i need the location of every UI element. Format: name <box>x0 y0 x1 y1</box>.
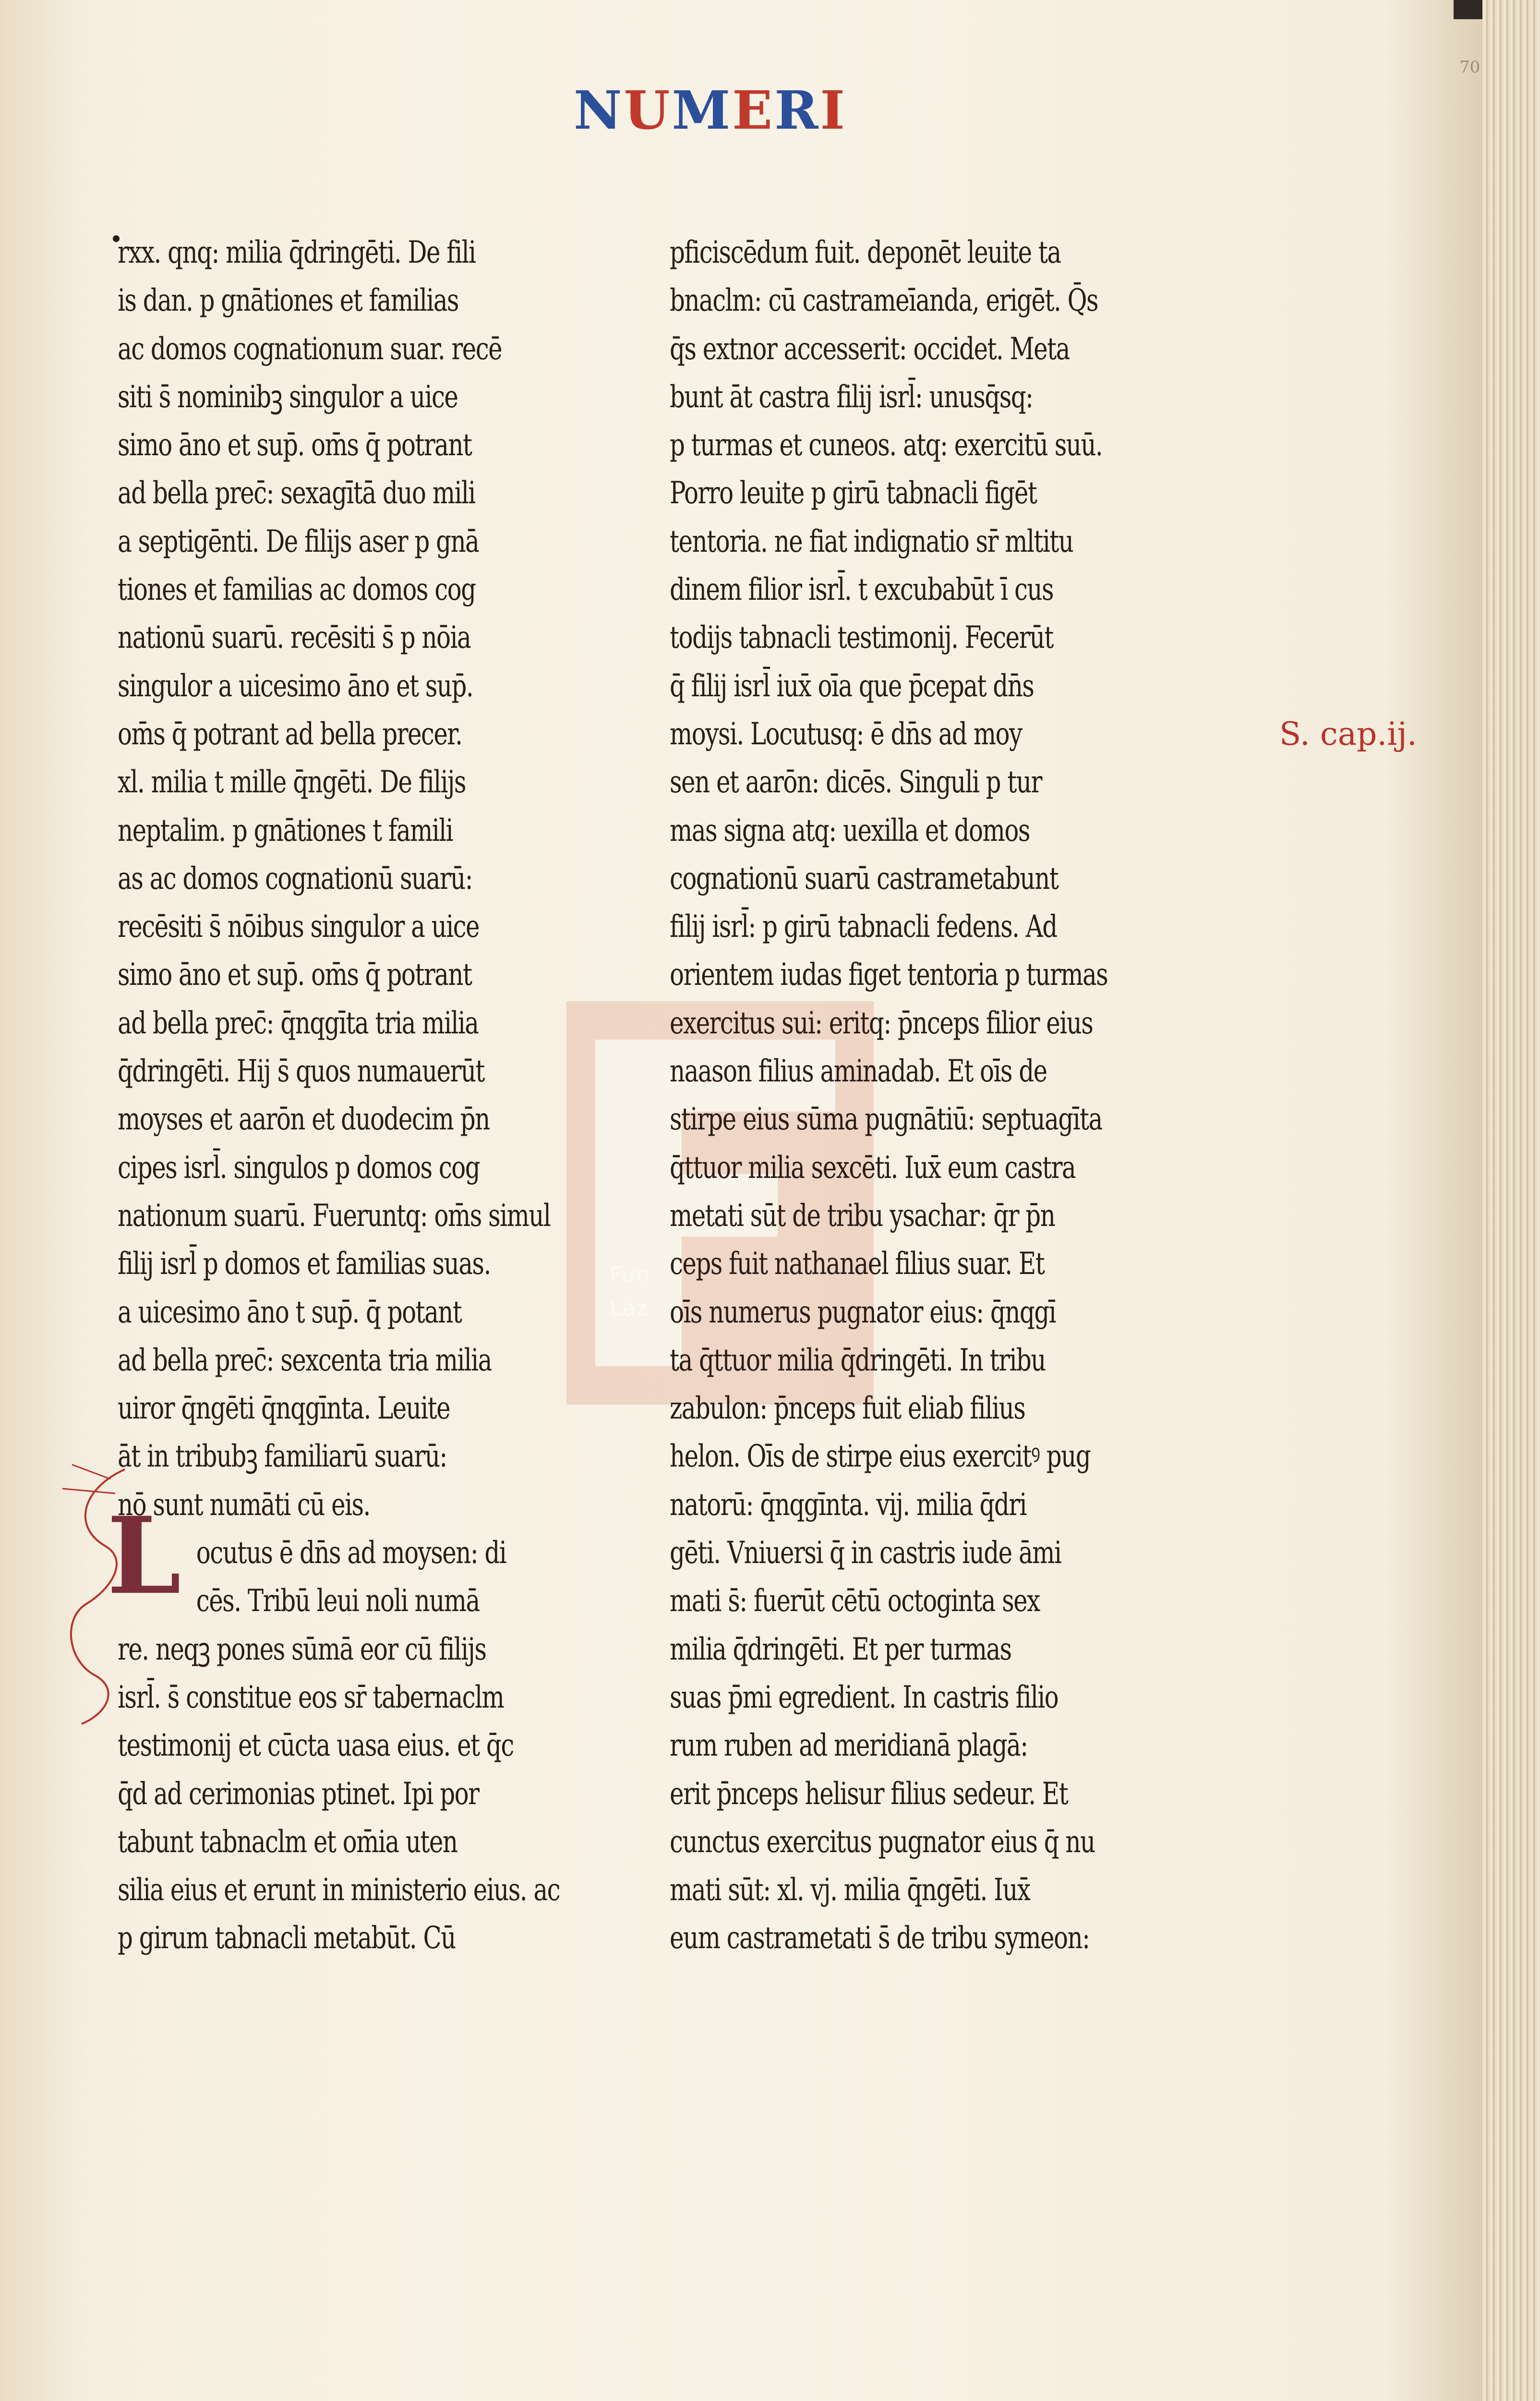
text-line: tentoria. ne fiat indignatio sr̄ mltitu <box>670 523 1073 559</box>
running-head <box>574 79 847 141</box>
text-line: bunt āt castra filij isrl̄: unusq̄sq: <box>670 379 1033 415</box>
text-line: xl. milia t mille q̄ngēti. De filijs <box>118 764 466 800</box>
text-line: nationū suarū. recēsiti s̄ p nōia <box>118 620 471 656</box>
text-line: testimonij et cūcta uasa eius. et q̄c <box>118 1728 514 1764</box>
text-line: todijs tabnacli testimonij. Fecerūt <box>670 620 1053 656</box>
text-line: filij isrl̄ p domos et familias suas. <box>118 1246 491 1282</box>
text-line: milia q̄dringēti. Et per turmas <box>670 1631 1011 1667</box>
text-line: uiror q̄ngēti q̄nqgīnta. Leuite <box>118 1391 450 1427</box>
text-line: tiones et familias ac domos cog <box>118 572 476 608</box>
watermark-text <box>610 1258 650 1325</box>
folio-number: 70 <box>1459 58 1480 77</box>
running-head-letter: U <box>624 79 672 141</box>
text-line: p girum tabnacli metabūt. Cū <box>118 1920 456 1956</box>
watermark-line-2: Láz <box>610 1296 649 1321</box>
text-line: a septigēnti. De filijs aser p gnā <box>118 523 479 559</box>
text-line: moyses et aarōn et duodecim p̄n <box>118 1102 490 1138</box>
text-line: bnaclm: cū castrameīanda, erigēt. Q̄s <box>670 283 1098 319</box>
text-line: sen et aarōn: dicēs. Singuli p tur <box>670 764 1042 800</box>
text-line: mati sūt: xl. vj. milia q̄ngēti. Iux̄ <box>670 1872 1030 1908</box>
text-line: eum castrametati s̄ de tribu symeon: <box>670 1920 1090 1956</box>
text-line: a uicesimo āno t sup̄. q̄ potant <box>118 1294 462 1330</box>
text-line: siti s̄ nominibꝫ singulor a uice <box>118 379 458 415</box>
margin-rubric-note: S. cap.ij. <box>1279 715 1417 752</box>
text-line: p turmas et cuneos. atq: exercitū suū. <box>670 427 1103 463</box>
text-line: helon. Oīs de stirpe eius exercitꝰ pug <box>670 1439 1091 1475</box>
text-line: q̄s extnor accesserit: occidet. Meta <box>670 331 1070 367</box>
text-column-right <box>670 229 1108 1963</box>
running-head-letter: I <box>820 79 847 141</box>
text-line: moysi. Locutusq: ē dn̄s ad moy <box>670 716 1022 752</box>
decorated-initial: L <box>107 1493 181 1618</box>
text-line: orientem iudas figet tentoria p turmas <box>670 957 1108 993</box>
text-line: nationum suarū. Fueruntq: om̄s simul <box>118 1198 551 1234</box>
text-line: mati s̄: fuerūt cētū octoginta sex <box>670 1583 1040 1619</box>
text-line: nō sunt numāti cū eis. <box>118 1487 370 1523</box>
running-head-letter: N <box>574 79 624 141</box>
text-line: rum ruben ad meridianā plagā: <box>670 1728 1028 1764</box>
text-line: tabunt tabnaclm et om̄ia uten <box>118 1824 457 1860</box>
text-line: filij isrl̄: p girū tabnacli fedens. Ad <box>670 909 1057 945</box>
text-line: pficiscēdum fuit. deponēt leuite ta <box>670 235 1061 270</box>
text-line: silia eius et erunt in ministerio eius. ac <box>118 1872 560 1908</box>
text-line: dinem filior isrl̄. t excubabūt ī cus <box>670 572 1054 608</box>
text-line: is dan. p gnātiones et familias <box>118 283 458 319</box>
text-line: ta q̄ttuor milia q̄dringēti. In tribu <box>670 1342 1046 1378</box>
text-line: cēs. Tribū leui noli numā <box>196 1583 480 1619</box>
page-fore-edge <box>1482 0 1540 2401</box>
text-line: cunctus exercitus pugnator eius q̄ nu <box>670 1824 1095 1860</box>
text-line: ac domos cognationum suar. recē <box>118 331 502 367</box>
text-line: metati sūt de tribu ysachar: q̄r p̄n <box>670 1198 1055 1234</box>
text-line: as ac domos cognationū suarū: <box>118 861 472 897</box>
text-line: om̄s q̄ potrant ad bella precer. <box>118 716 462 752</box>
text-line: cognationū suarū castrametabunt <box>670 861 1059 897</box>
text-line: re. neqꝫ pones sūmā eor cū filijs <box>118 1631 486 1667</box>
text-line: ad bella prec̄: q̄nqgīta tria milia <box>118 1005 479 1041</box>
text-line: simo āno et sup̄. om̄s q̄ potrant <box>118 427 472 463</box>
text-line: q̄d ad cerimonias ptinet. Ipi por <box>118 1776 479 1812</box>
text-line: mas signa atq: uexilla et domos <box>670 812 1030 849</box>
text-line: ad bella prec̄: sexagītā duo mili <box>118 475 475 511</box>
text-line: singulor a uicesimo āno et sup̄. <box>118 668 473 704</box>
text-line: zabulon: p̄nceps fuit eliab filius <box>670 1391 1025 1427</box>
text-line: q̄ filij isrl̄ iux̄ oīa que p̄cepat dn̄s <box>670 668 1034 704</box>
text-line: rxx. qnq: milia q̄dringēti. De fili <box>118 235 476 270</box>
text-line: q̄dringēti. Hij s̄ quos numauerūt <box>118 1054 484 1090</box>
text-line: erit p̄nceps helisur filius sedeur. Et <box>670 1776 1068 1812</box>
text-line: simo āno et sup̄. om̄s q̄ potrant <box>118 957 472 993</box>
text-line: ocutus ē dn̄s ad moysen: di <box>196 1535 506 1571</box>
text-line: suas p̄mi egredient. In castris filio <box>670 1679 1059 1715</box>
text-line: āt in tribubꝫ familiarū suarū: <box>118 1439 447 1475</box>
text-line: q̄ttuor milia sexcēti. Iux̄ eum castra <box>670 1150 1076 1186</box>
text-line: oīs numerus pugnator eius: q̄nqgī <box>670 1294 1056 1330</box>
text-line: gēti. Vniuersi q̄ in castris iude āmi <box>670 1535 1061 1571</box>
text-line: isrl̄. s̄ constitue eos sr̄ tabernaclm <box>118 1679 504 1715</box>
text-line: ceps fuit nathanael filius suar. Et <box>670 1246 1045 1282</box>
text-line: neptalim. p gnātiones t famili <box>118 812 453 849</box>
watermark-line-1: Fun <box>610 1262 650 1287</box>
text-line: naason filius aminadab. Et oīs de <box>670 1054 1047 1090</box>
text-line: ad bella prec̄: sexcenta tria milia <box>118 1342 492 1378</box>
text-line: recēsiti s̄ nōibus singulor a uice <box>118 909 479 945</box>
text-line: cipes isrl̄. singulos p domos cog <box>118 1150 480 1186</box>
text-line: Porro leuite p girū tabnacli figēt <box>670 475 1037 511</box>
running-head-letter: E <box>732 79 775 141</box>
text-column-left <box>118 229 560 1963</box>
text-line: exercitus sui: eritq: p̄nceps filior eius <box>670 1005 1093 1041</box>
text-line: natorū: q̄nqgīnta. vij. milia q̄dri <box>670 1487 1026 1523</box>
text-line: stirpe eius sūma pugnātiū: septuagīta <box>670 1102 1102 1138</box>
running-head-letter: R <box>774 79 820 141</box>
running-head-letter: M <box>672 79 733 141</box>
